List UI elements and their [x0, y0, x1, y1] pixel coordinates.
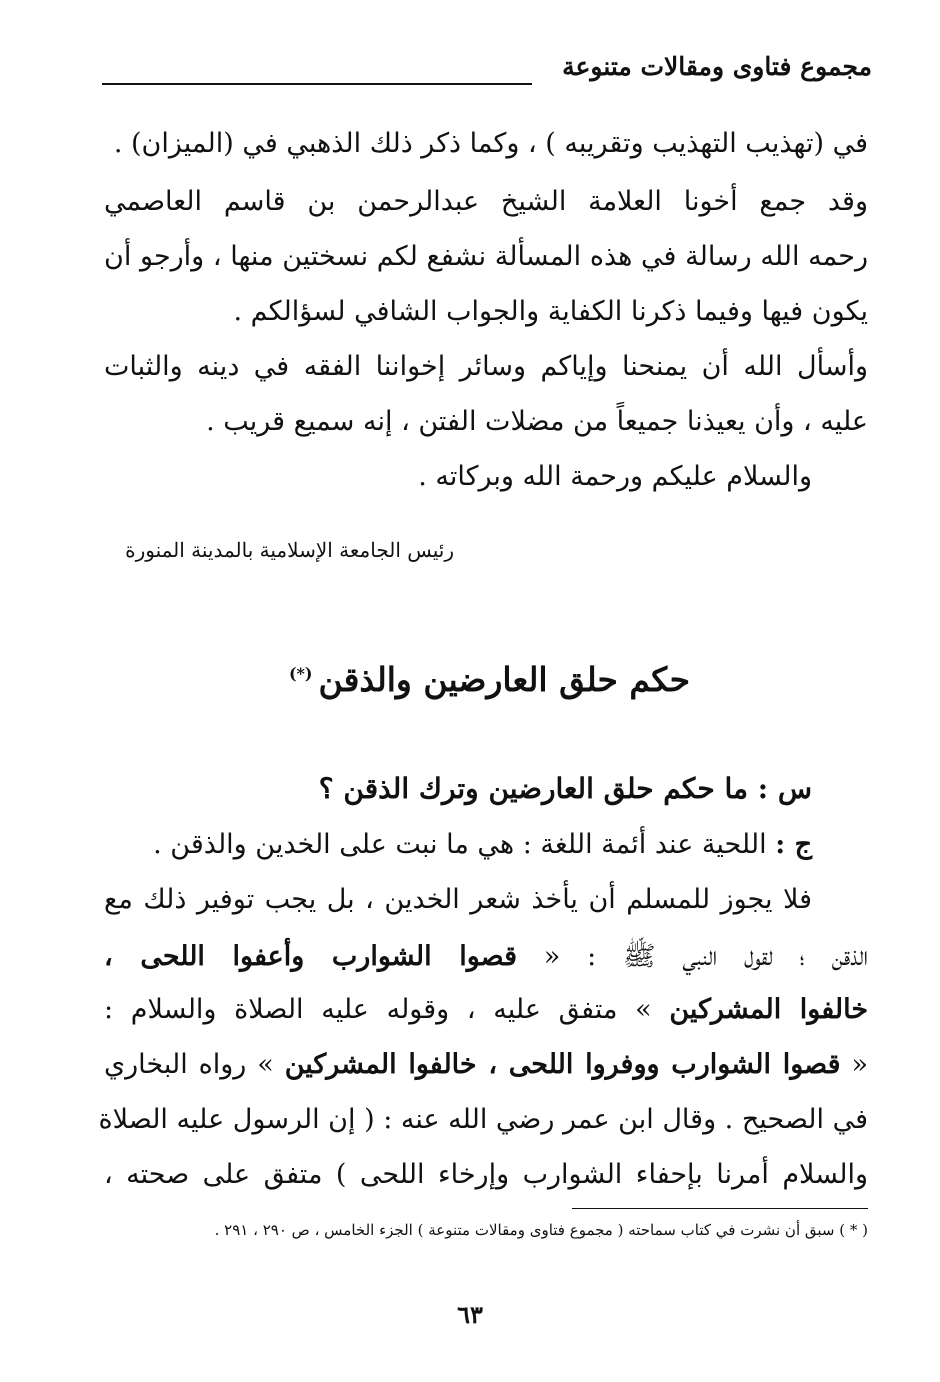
letter-line-1: في (تهذيب التهذيب وتقريبه ) ، وكما ذكر ذلك الذهبي في (الميزان) .: [113, 128, 868, 159]
para2-line-6: والسلام أمرنا بإحفاء الشوارب وإرخاء اللحى ) متفق على صحته ،: [104, 1159, 868, 1190]
letter-line-3: رحمه الله رسالة في هذه المسألة نشفع لكم نسختين منها ، وأرجو أن: [104, 241, 868, 272]
letter-line-6: عليه ، وأن يعيذنا جميعاً من مضلات الفتن ، إنه سميع قريب .: [206, 406, 868, 437]
hadith-quote-2: قصوا الشوارب ووفروا اللحى ، خالفوا المشركين: [284, 1049, 841, 1080]
section-title: [289, 660, 690, 699]
header-rule: [102, 83, 532, 85]
para2-line-2-plain: الذقن ؛ لقول النبي ﷺ : «: [543, 941, 868, 972]
letter-line-2: وقد جمع أخونا العلامة الشيخ عبدالرحمن بن قاسم العاصمي: [104, 186, 868, 217]
para2-line-2: [104, 939, 868, 979]
running-header-title: مجموع فتاوى ومقالات متنوعة: [562, 52, 872, 81]
footnote-text: ( * ) سبق أن نشرت في كتاب سماحته ( مجموع فتاوى ومقالات متنوعة ) الجزء الخامس ، ص ٢٩٠ ، ٢٩١ .: [214, 1221, 868, 1239]
quote-open: «: [851, 1049, 868, 1080]
hadith-quote-1: قصوا الشوارب وأعفوا اللحى ،: [104, 941, 517, 972]
section-title-text: حكم حلق العارضين والذقن: [318, 660, 690, 699]
para2-line-1: فلا يجوز للمسلم أن يأخذ شعر الخدين ، بل يجب توفير ذلك مع: [104, 884, 812, 915]
question-text: ما حكم حلق العارضين وترك الذقن ؟: [318, 772, 748, 805]
answer-marker: ج :: [775, 829, 812, 860]
letter-line-5: وأسأل الله أن يمنحنا وإياكم وسائر إخواننا الفقه في دينه والثبات: [104, 351, 868, 382]
footnote-marker: (*): [288, 664, 313, 683]
para2-line-4: [104, 1049, 868, 1080]
para2-line-3-plain: » متفق عليه ، وقوله عليه الصلاة والسلام :: [104, 994, 652, 1025]
page-number: ٦٣: [457, 1300, 483, 1329]
question-line: [319, 772, 812, 805]
answer-text: اللحية عند أئمة اللغة : هي ما نبت على الخدين والذقن .: [153, 829, 767, 860]
footnote-rule: [572, 1208, 868, 1209]
para2-line-4-plain: » رواه البخاري: [104, 1049, 274, 1080]
letter-line-7: والسلام عليكم ورحمة الله وبركاته .: [418, 461, 812, 492]
answer-line-1: [153, 829, 812, 860]
hadith-quote-1-end: خالفوا المشركين: [669, 994, 869, 1025]
question-marker: س :: [757, 772, 812, 805]
letter-line-4: يكون فيها وفيما ذكرنا الكفاية والجواب الشافي لسؤالكم .: [233, 296, 868, 327]
signature-title: رئيس الجامعة الإسلامية بالمدينة المنورة: [125, 538, 454, 562]
para2-line-3: [104, 994, 868, 1025]
para2-line-5: في الصحيح . وقال ابن عمر رضي الله عنه : ( إن الرسول عليه الصلاة: [98, 1104, 868, 1135]
